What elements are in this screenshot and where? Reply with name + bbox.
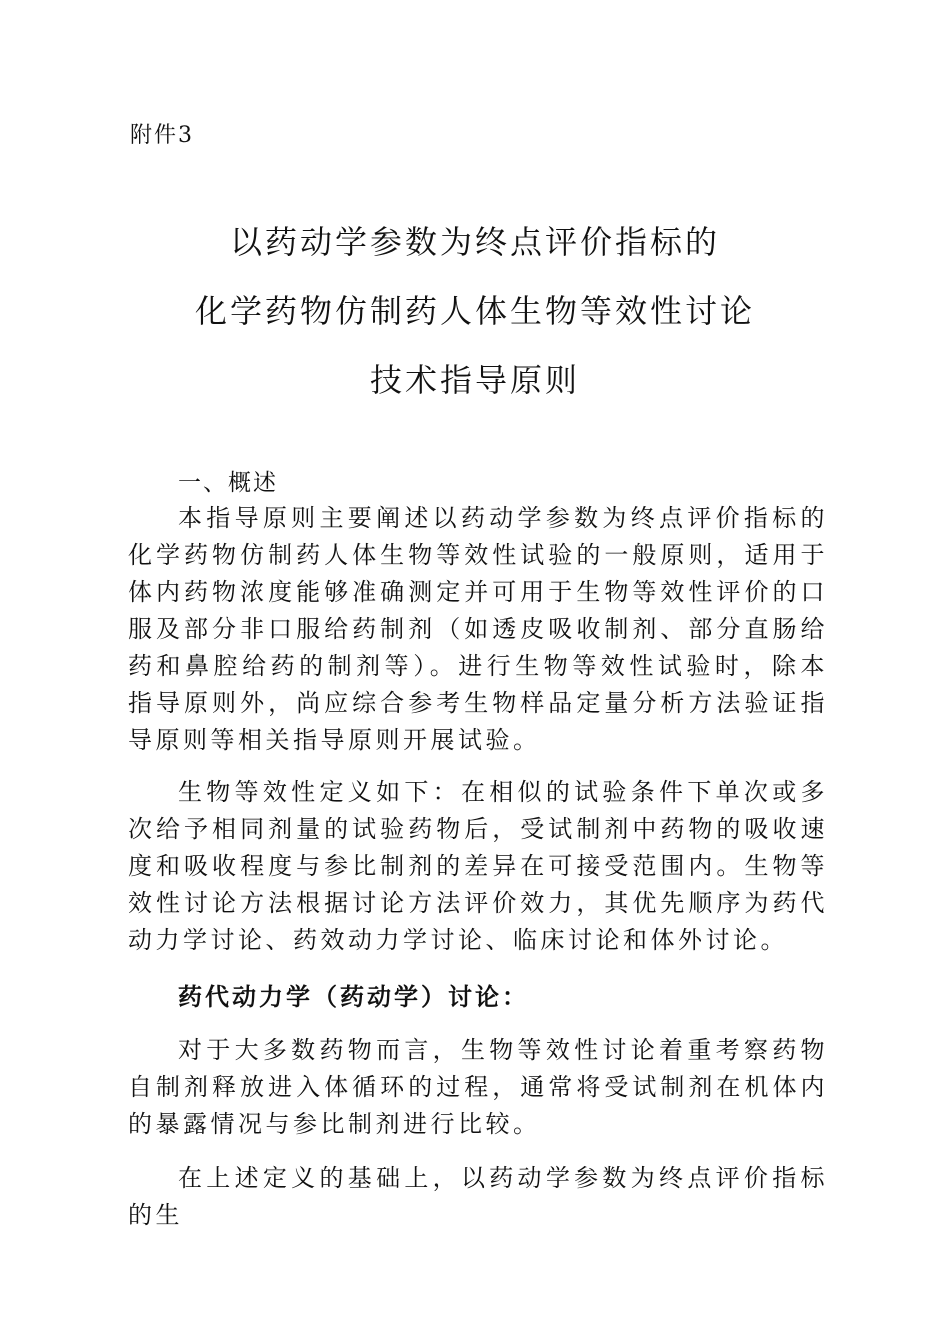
- title-line-1: 以药动学参数为终点评价指标的: [229, 223, 720, 261]
- paragraph-definition: 生物等效性定义如下：在相似的试验条件下单次或多次给予相同剂量的试验药物后，受试制剂中药物的吸收速度和吸收程度与参比制剂的差异在可接受范围内。生物等效性讨论方法根据讨论方法评价效力，其优先顺序为药代动力学讨论、药效动力学讨论、临床讨论和体外讨论。: [128, 778, 828, 954]
- title-line-3: 技术指导原则: [369, 361, 580, 399]
- subheading-pk-study: 药代动力学（药动学）讨论：: [178, 982, 529, 1011]
- paragraph-continuation: 在上述定义的基础上，以药动学参数为终点评价指标的生: [128, 1164, 828, 1229]
- title-line-2: 化学药物仿制药人体生物等效性讨论: [194, 292, 755, 330]
- paragraph-pk-focus: 对于大多数药物而言，生物等效性讨论着重考察药物自制剂释放进入体循环的过程，通常将受试制剂在机体内的暴露情况与参比制剂进行比较。: [128, 1036, 828, 1138]
- section-heading-overview: 一、概述: [178, 470, 278, 496]
- paragraph-scope: 本指导原则主要阐述以药动学参数为终点评价指标的化学药物仿制药人体生物等效性试验的一般原则，适用于体内药物浓度能够准确测定并可用于生物等效性评价的口服及部分非口服给药制剂（如透皮吸收制剂、部分直肠给药和鼻腔给药的制剂等）。进行生物等效性试验时，除本指导原则外，尚应综合参考生物样品定量分析方法验证指导原则等相关指导原则开展试验。: [128, 504, 828, 754]
- attachment-label: 附件3: [130, 123, 194, 148]
